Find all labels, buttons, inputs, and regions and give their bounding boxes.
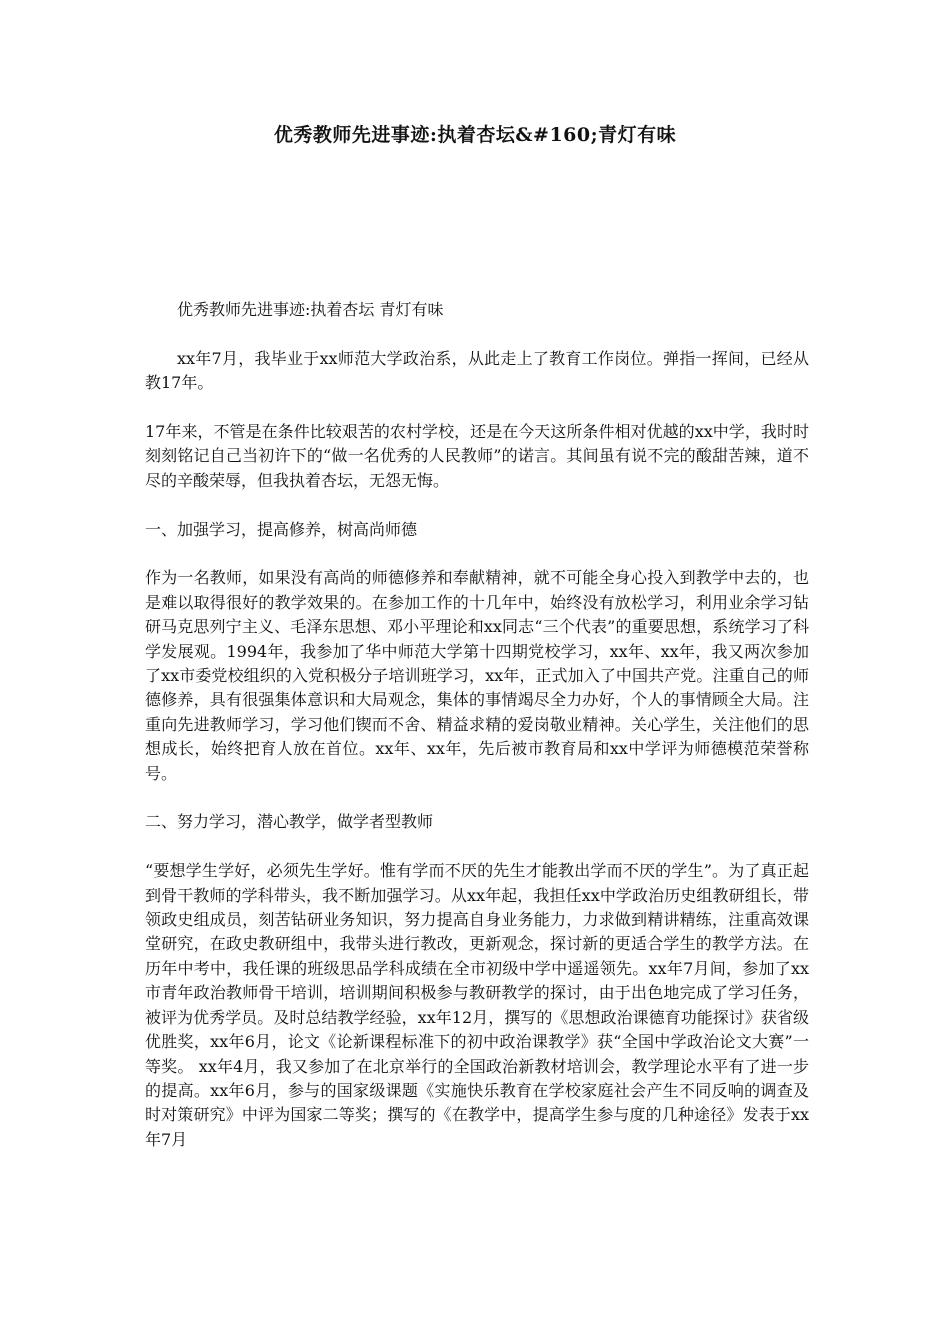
- document-body: [145, 298, 809, 1177]
- body-paragraph: “要想学生学好，必须先生学好。惟有学而不厌的先生才能教出学而不厌的学生”。为了真正起到骨干教师的学科带头，我不断加强学习。从xx年起，我担任xx中学政治历史组教研组长，带领政史组成员，刻苦钻研业务知识，努力提高自身业务能力，力求做到精讲精练，注重高效课堂研究，在政史教研组中，我带头进行教改，更新观念，探讨新的更适合学生的教学方法。在历年中考中，我任课的班级思品学科成绩在全市初级中学中遥遥领先。xx年7月间，参加了xx市青年政治教师骨干培训，培训期间积极参与教研教学的探讨，由于出色地完成了学习任务，被评为优秀学员。及时总结教学经验，xx年12月，撰写的《思想政治课德育功能探讨》获省级优胜奖，xx年6月，论文《论新课程标准下的初中政治课教学》获“全国中学政治论文大赛”一等奖。 xx年4月，我又参加了在北京举行的全国政治新教材培训会，教学理论水平有了进一步的提高。xx年6月，参与的国家级课题《实施快乐教育在学校家庭社会产生不同反响的调查及时对策研究》中评为国家二等奖；撰写的《在教学中，提高学生参与度的几种途径》发表于xx年7月: [145, 861, 809, 1149]
- section-heading: 一、加强学习，提高修养，树高尚师德: [145, 519, 418, 539]
- document-title: 优秀教师先进事迹:执着杏坛&#160;青灯有味: [273, 124, 677, 146]
- section-heading: 二、努力学习，潜心教学，做学者型教师: [145, 812, 434, 832]
- body-paragraph: 17年来，不管是在条件比较艰苦的农村学校，还是在今天这所条件相对优越的xx中学，我时时刻刻铭记自己当初许下的“做一名优秀的人民教师”的诺言。其间虽有说不完的酸甜苦辣，道不尽的辛酸荣辱，但我执着杏坛，无怨无悔。: [145, 422, 809, 490]
- subtitle-paragraph: 优秀教师先进事迹:执着杏坛 青灯有味: [177, 300, 444, 319]
- intro-paragraph: xx年7月，我毕业于xx师范大学政治系，从此走上了教育工作岗位。弹指一挥间，已经从教17年。: [145, 348, 809, 393]
- body-paragraph: 作为一名教师，如果没有高尚的师德修养和奉献精神，就不可能全身心投入到教学中去的，也是难以取得很好的教学效果的。在参加工作的十几年中，始终没有放松学习，利用业余学习钻研马克思列宁主义、毛泽东思想、邓小平理论和xx同志“三个代表”的重要思想，系统学习了科学发展观。1994年，我参加了华中师范大学第十四期党校学习，xx年、xx年，我又两次参加了xx市委党校组织的入党积极分子培训班学习，xx年，正式加入了中国共产党。注重自己的师德修养，具有很强集体意识和大局观念，集体的事情竭尽全力办好，个人的事情顾全大局。注重向先进教师学习，学习他们锲而不舍、精益求精的爱岗敬业精神。关心学生，关注他们的思想成长，始终把育人放在首位。xx年、xx年，先后被市教育局和xx中学评为师德模范荣誉称号。: [145, 568, 809, 783]
